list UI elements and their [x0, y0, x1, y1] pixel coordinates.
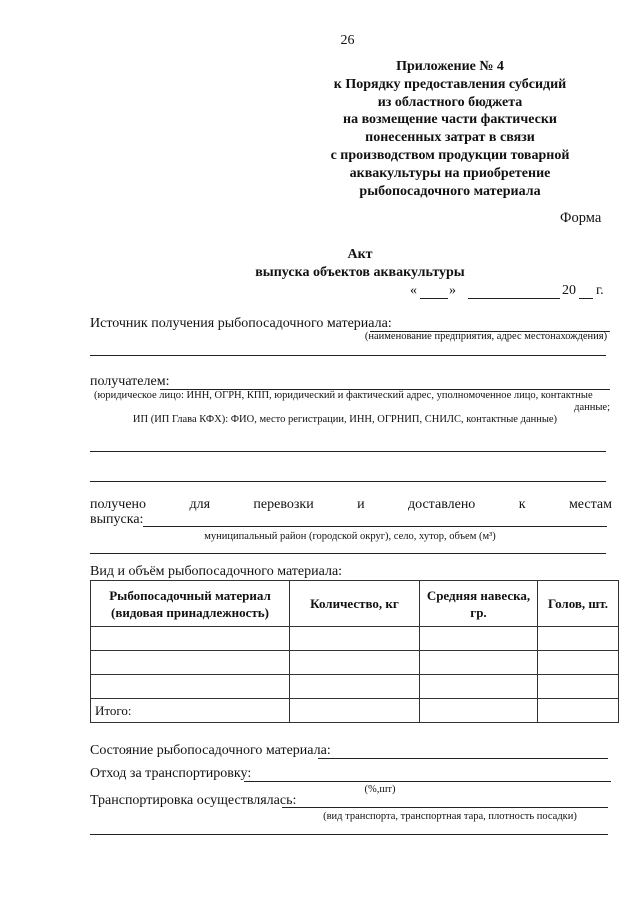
date-year-suffix: г.	[596, 283, 604, 298]
date-year-field[interactable]	[579, 298, 593, 299]
loss-label: Отход за транспортировку:	[90, 766, 252, 781]
table-cell[interactable]	[538, 651, 619, 675]
transport-word: местам	[568, 497, 612, 512]
condition-field[interactable]	[318, 758, 608, 759]
recipient-hint-line3: ИП (ИП Глава КФХ): ФИО, место регистрации, ИНН, ОГРНИП, СНИЛС, контактные данные)	[132, 414, 558, 425]
source-field-line2[interactable]	[90, 355, 606, 356]
table-cell[interactable]	[538, 675, 619, 699]
condition-label: Состояние рыбопосадочного материала:	[90, 743, 331, 758]
table-cell[interactable]	[290, 627, 420, 651]
source-hint: (наименование предприятия, адрес местонахождения)	[364, 331, 608, 342]
transport-word: и	[357, 497, 365, 512]
date-month-field[interactable]	[468, 298, 560, 299]
carried-field[interactable]	[282, 807, 608, 808]
table-cell[interactable]	[91, 651, 290, 675]
page-number: 26	[340, 33, 355, 48]
carried-label: Транспортировка осуществлялась:	[90, 793, 297, 808]
act-title-block	[190, 246, 530, 282]
table-cell[interactable]	[538, 699, 619, 723]
table-total-row	[91, 699, 619, 723]
appendix-line: из областного бюджета	[377, 94, 523, 110]
source-label: Источник получения рыбопосадочного материала:	[90, 316, 392, 331]
table-cell[interactable]	[91, 627, 290, 651]
carried-hint: (вид транспорта, транспортная тара, плотность посадки)	[323, 811, 577, 822]
column-header: Количество, кг	[290, 581, 420, 627]
recipient-field-line2[interactable]	[90, 451, 606, 452]
appendix-line: Приложение № 4	[396, 59, 504, 74]
date-year-prefix: 20	[562, 283, 576, 298]
table-cell[interactable]	[290, 675, 420, 699]
transport-field-line2[interactable]	[90, 553, 606, 554]
act-title: Акт	[347, 247, 373, 262]
table-row	[91, 675, 619, 699]
table-cell[interactable]	[91, 675, 290, 699]
table-cell[interactable]	[420, 699, 538, 723]
transport-word: к	[518, 497, 526, 512]
transport-word: для	[189, 497, 211, 512]
recipient-field-line3[interactable]	[90, 481, 606, 482]
column-header: Рыбопосадочный материал (видовая принадлежность)	[91, 581, 290, 627]
table-cell[interactable]	[290, 699, 420, 723]
transport-hint: муниципальный район (городской округ), село, хутор, объем (м³)	[204, 531, 496, 542]
carried-field-line2[interactable]	[90, 834, 608, 835]
table-cell[interactable]	[420, 627, 538, 651]
recipient-hint-line1: (юридическое лицо: ИНН, ОГРН, КПП, юридический и фактический адрес, уполномоченное лицо, контактные	[94, 390, 593, 401]
volume-label: Вид и объём рыбопосадочного материала:	[90, 564, 343, 579]
table-cell[interactable]	[420, 675, 538, 699]
transport-sentence	[90, 497, 612, 513]
date-open-quote: «	[410, 283, 417, 298]
recipient-label: получателем:	[90, 374, 170, 389]
appendix-line: понесенных затрат в связи	[365, 130, 535, 146]
transport-word: получено	[90, 497, 147, 512]
appendix-line: к Порядку предоставления субсидий	[333, 76, 567, 92]
loss-hint: (%,шт)	[364, 784, 396, 795]
table-row	[91, 651, 619, 675]
table-cell[interactable]	[538, 627, 619, 651]
appendix-line: на возмещение части фактически	[343, 112, 557, 128]
appendix-line: рыбопосадочного материала	[359, 183, 541, 199]
date-close-quote: »	[449, 283, 456, 298]
total-label: Итого:	[91, 699, 290, 723]
volume-table	[90, 580, 619, 723]
column-header: Голов, шт.	[538, 581, 619, 627]
table-header-row	[91, 581, 619, 627]
table-row	[91, 627, 619, 651]
appendix-header	[300, 58, 600, 200]
transport-word: доставлено	[408, 497, 476, 512]
date-day-field[interactable]	[420, 298, 448, 299]
table-cell[interactable]	[420, 651, 538, 675]
column-header: Средняя навеска, гр.	[420, 581, 538, 627]
appendix-line: с производством продукции товарной	[330, 147, 570, 163]
transport-field[interactable]	[143, 526, 607, 527]
loss-field[interactable]	[244, 781, 611, 782]
appendix-line: аквакультуры на приобретение	[349, 165, 551, 181]
table-cell[interactable]	[290, 651, 420, 675]
form-label: Форма	[560, 210, 602, 226]
transport-label: выпуска:	[90, 512, 144, 527]
transport-word: перевозки	[253, 497, 314, 512]
act-subtitle: выпуска объектов аквакультуры	[255, 265, 465, 280]
recipient-hint-line2: данные;	[574, 402, 610, 413]
